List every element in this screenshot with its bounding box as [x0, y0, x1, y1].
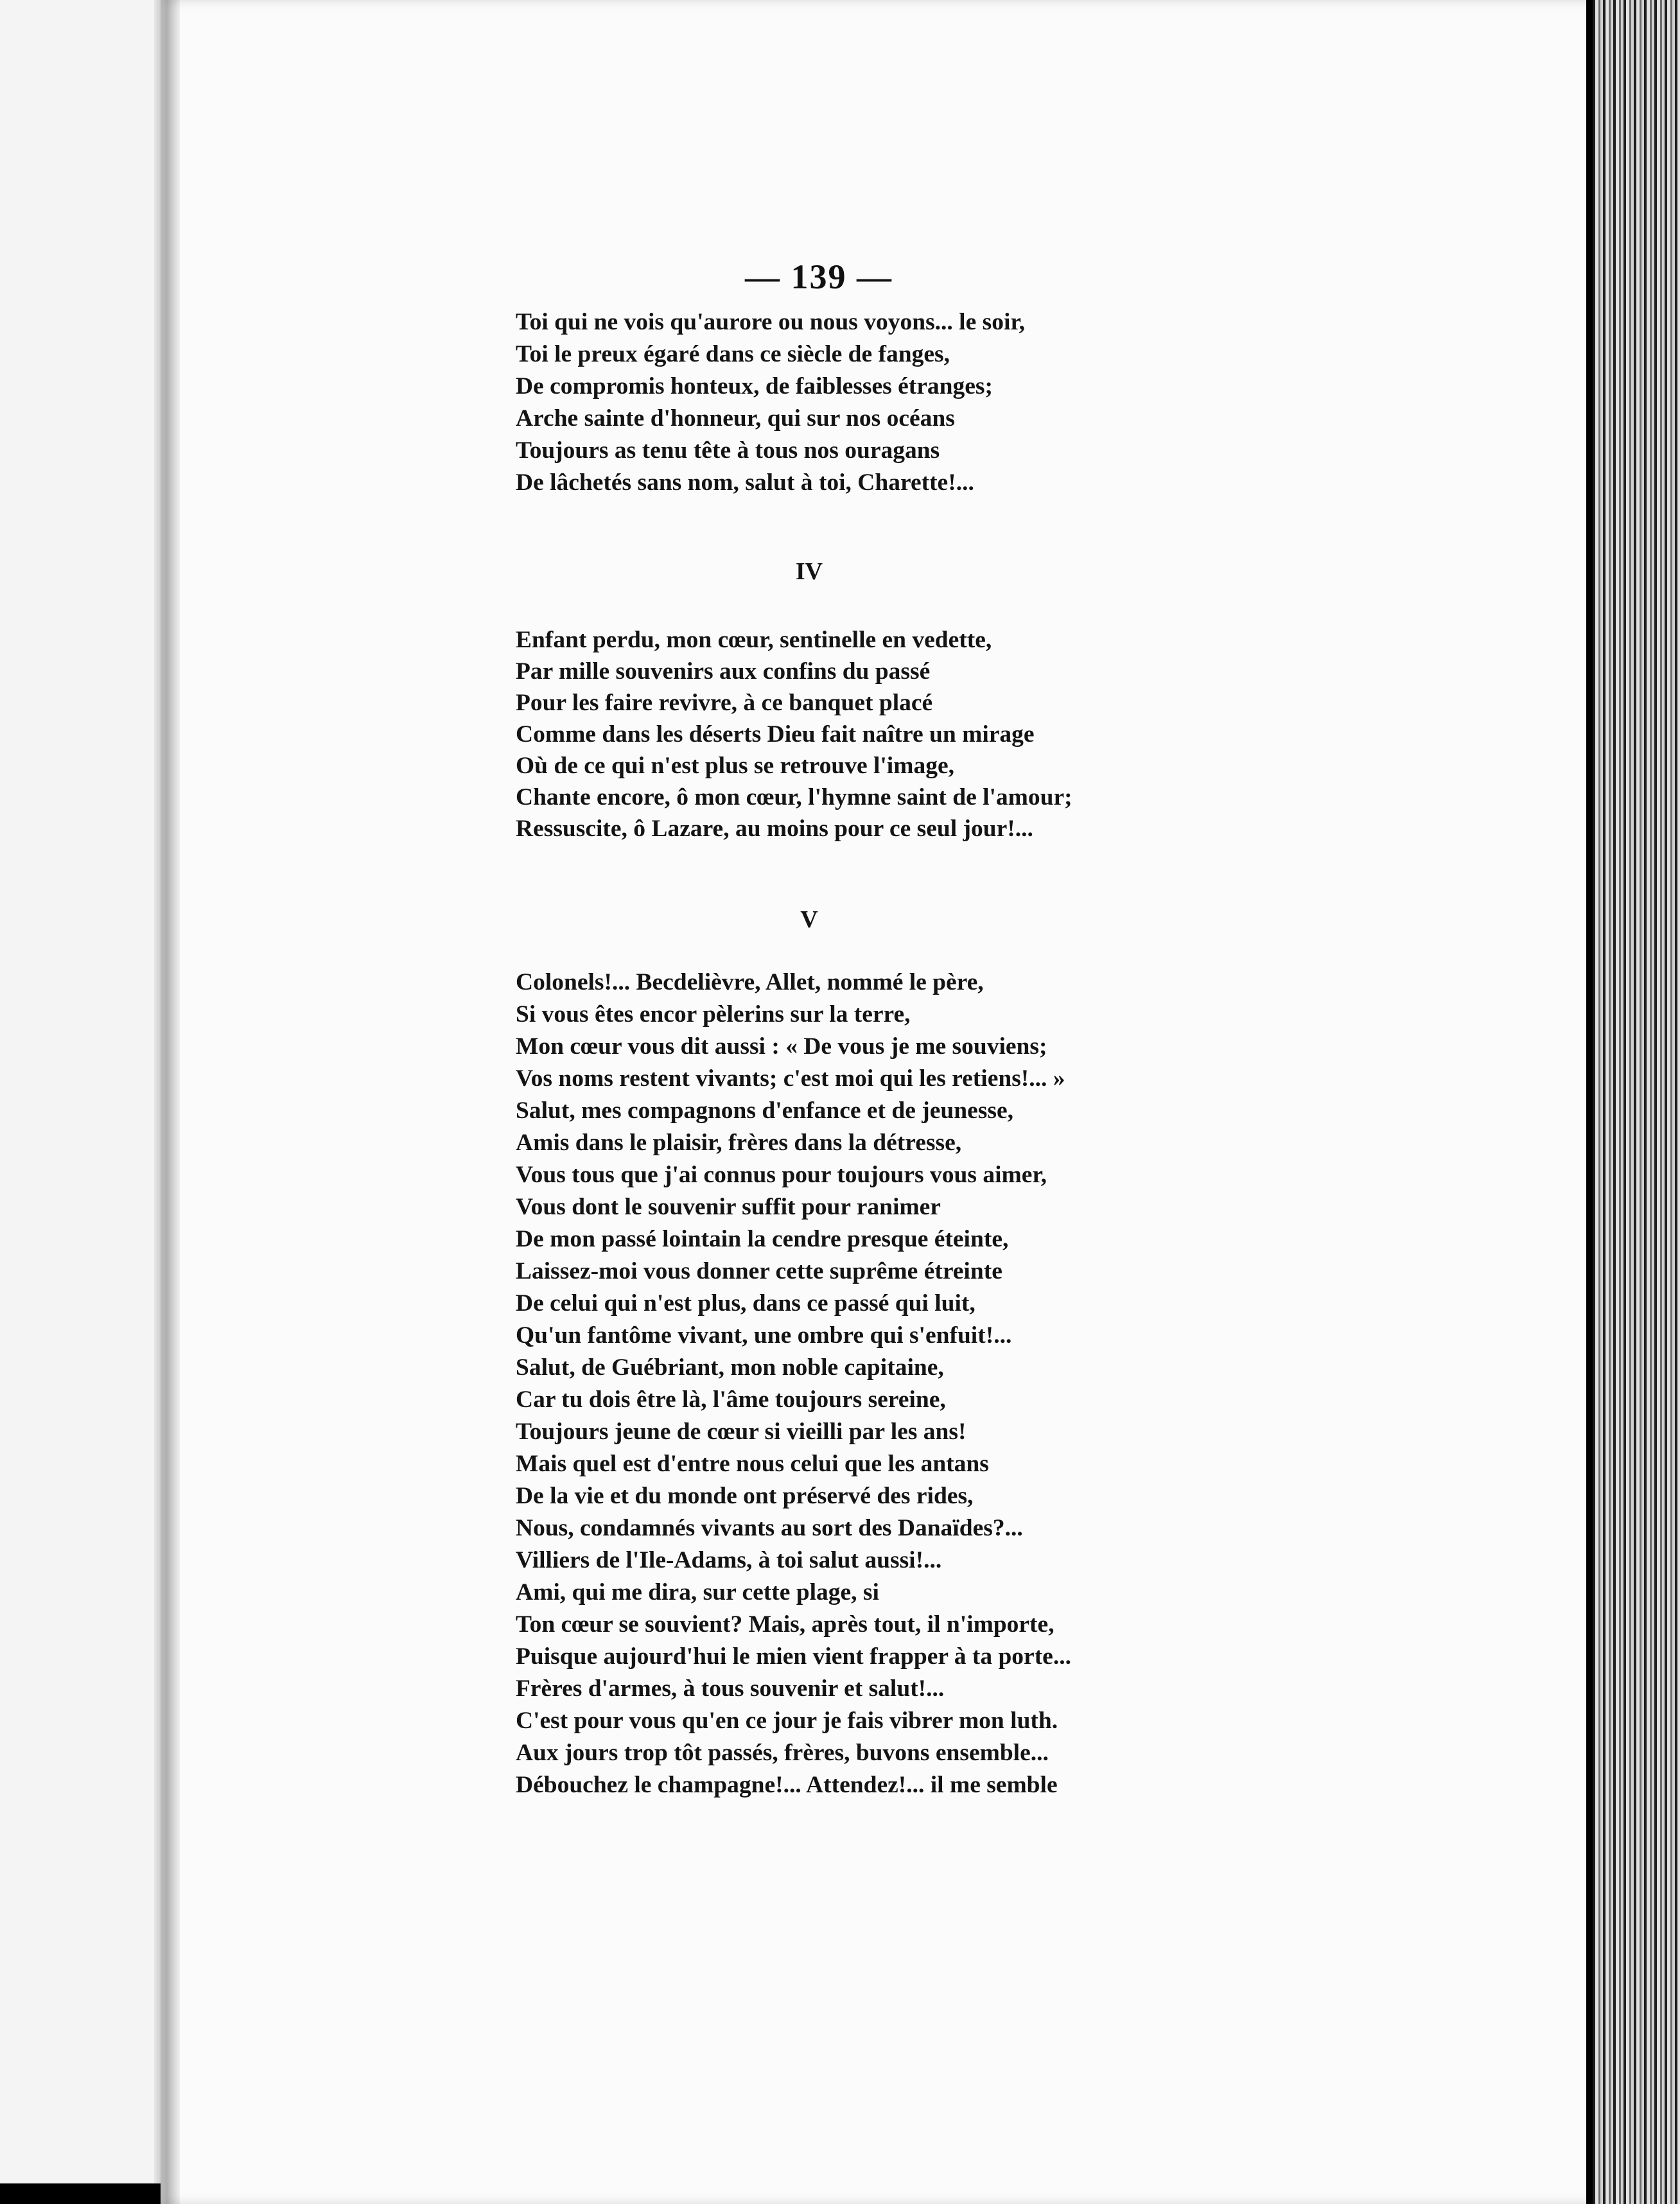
verse-line: Toi qui ne vois qu'aurore ou nous voyons... le soir,: [516, 309, 1025, 335]
verse-line: Ami, qui me dira, sur cette plage, si: [516, 1579, 879, 1605]
verse-line: De celui qui n'est plus, dans ce passé qui luit,: [516, 1290, 976, 1316]
verse-line: Frères d'armes, à tous souvenir et salut!...: [516, 1675, 945, 1702]
verse-line: Vous tous que j'ai connus pour toujours vous aimer,: [516, 1162, 1047, 1188]
verse-line: Chante encore, ô mon cœur, l'hymne saint de l'amour;: [516, 784, 1072, 810]
verse-line: Toujours jeune de cœur si vieilli par les ans!: [516, 1419, 967, 1445]
verse-line: Mais quel est d'entre nous celui que les antans: [516, 1451, 989, 1477]
verse-line: De lâchetés sans nom, salut à toi, Charette!...: [516, 469, 974, 496]
verse-line: C'est pour vous qu'en ce jour je fais vibrer mon luth.: [516, 1708, 1058, 1734]
page-stack-edges: [1593, 0, 1680, 2204]
verse-line: De compromis honteux, de faiblesses étranges;: [516, 373, 993, 399]
verse-line: Comme dans les déserts Dieu fait naître un mirage: [516, 721, 1035, 748]
verse-line: Car tu dois être là, l'âme toujours sereine,: [516, 1386, 946, 1413]
section-heading-iv: IV: [795, 558, 823, 585]
verse-line: Laissez-moi vous donner cette suprême étreinte: [516, 1258, 1002, 1284]
page-number: — 139 —: [745, 258, 893, 296]
verse-line: De mon passé lointain la cendre presque éteinte,: [516, 1226, 1009, 1252]
gutter-shadow: [154, 0, 180, 2204]
verse-line: Débouchez le champagne!... Attendez!... il me semble: [516, 1772, 1058, 1798]
previous-page-edge: [0, 0, 170, 2183]
verse-line: Enfant perdu, mon cœur, sentinelle en vedette,: [516, 627, 992, 653]
verse-line: Vos noms restent vivants; c'est moi qui les retiens!... »: [516, 1065, 1065, 1092]
section-heading-v: V: [800, 906, 818, 933]
verse-line: Qu'un fantôme vivant, une ombre qui s'enfuit!...: [516, 1322, 1012, 1349]
verse-line: Aux jours trop tôt passés, frères, buvons ensemble...: [516, 1740, 1049, 1766]
verse-line: Arche sainte d'honneur, qui sur nos océans: [516, 405, 955, 432]
verse-line: Par mille souvenirs aux confins du passé: [516, 658, 931, 685]
verse-line: Villiers de l'Ile-Adams, à toi salut aussi!...: [516, 1547, 942, 1573]
verse-line: Ressuscite, ô Lazare, au moins pour ce seul jour!...: [516, 816, 1033, 842]
verse-line: Salut, mes compagnons d'enfance et de jeunesse,: [516, 1098, 1013, 1124]
verse-line: Toi le preux égaré dans ce siècle de fanges,: [516, 341, 950, 367]
verse-line: De la vie et du monde ont préservé des rides,: [516, 1483, 974, 1509]
verse-line: Ton cœur se souvient? Mais, après tout, il n'importe,: [516, 1611, 1054, 1638]
verse-line: Nous, condamnés vivants au sort des Danaïdes?...: [516, 1515, 1023, 1541]
verse-line: Puisque aujourd'hui le mien vient frapper à ta porte...: [516, 1643, 1071, 1670]
verse-line: Toujours as tenu tête à tous nos ouragans: [516, 437, 940, 464]
verse-line: Pour les faire revivre, à ce banquet placé: [516, 690, 933, 716]
verse-line: Où de ce qui n'est plus se retrouve l'image,: [516, 753, 954, 779]
verse-line: Colonels!... Becdelièvre, Allet, nommé le père,: [516, 969, 984, 995]
verse-line: Vous dont le souvenir suffit pour ranimer: [516, 1194, 941, 1220]
verse-line: Amis dans le plaisir, frères dans la détresse,: [516, 1130, 962, 1156]
verse-line: Si vous êtes encor pèlerins sur la terre,: [516, 1001, 911, 1028]
verse-line: Mon cœur vous dit aussi : « De vous je me souviens;: [516, 1033, 1047, 1060]
verse-line: Salut, de Guébriant, mon noble capitaine,: [516, 1354, 944, 1381]
